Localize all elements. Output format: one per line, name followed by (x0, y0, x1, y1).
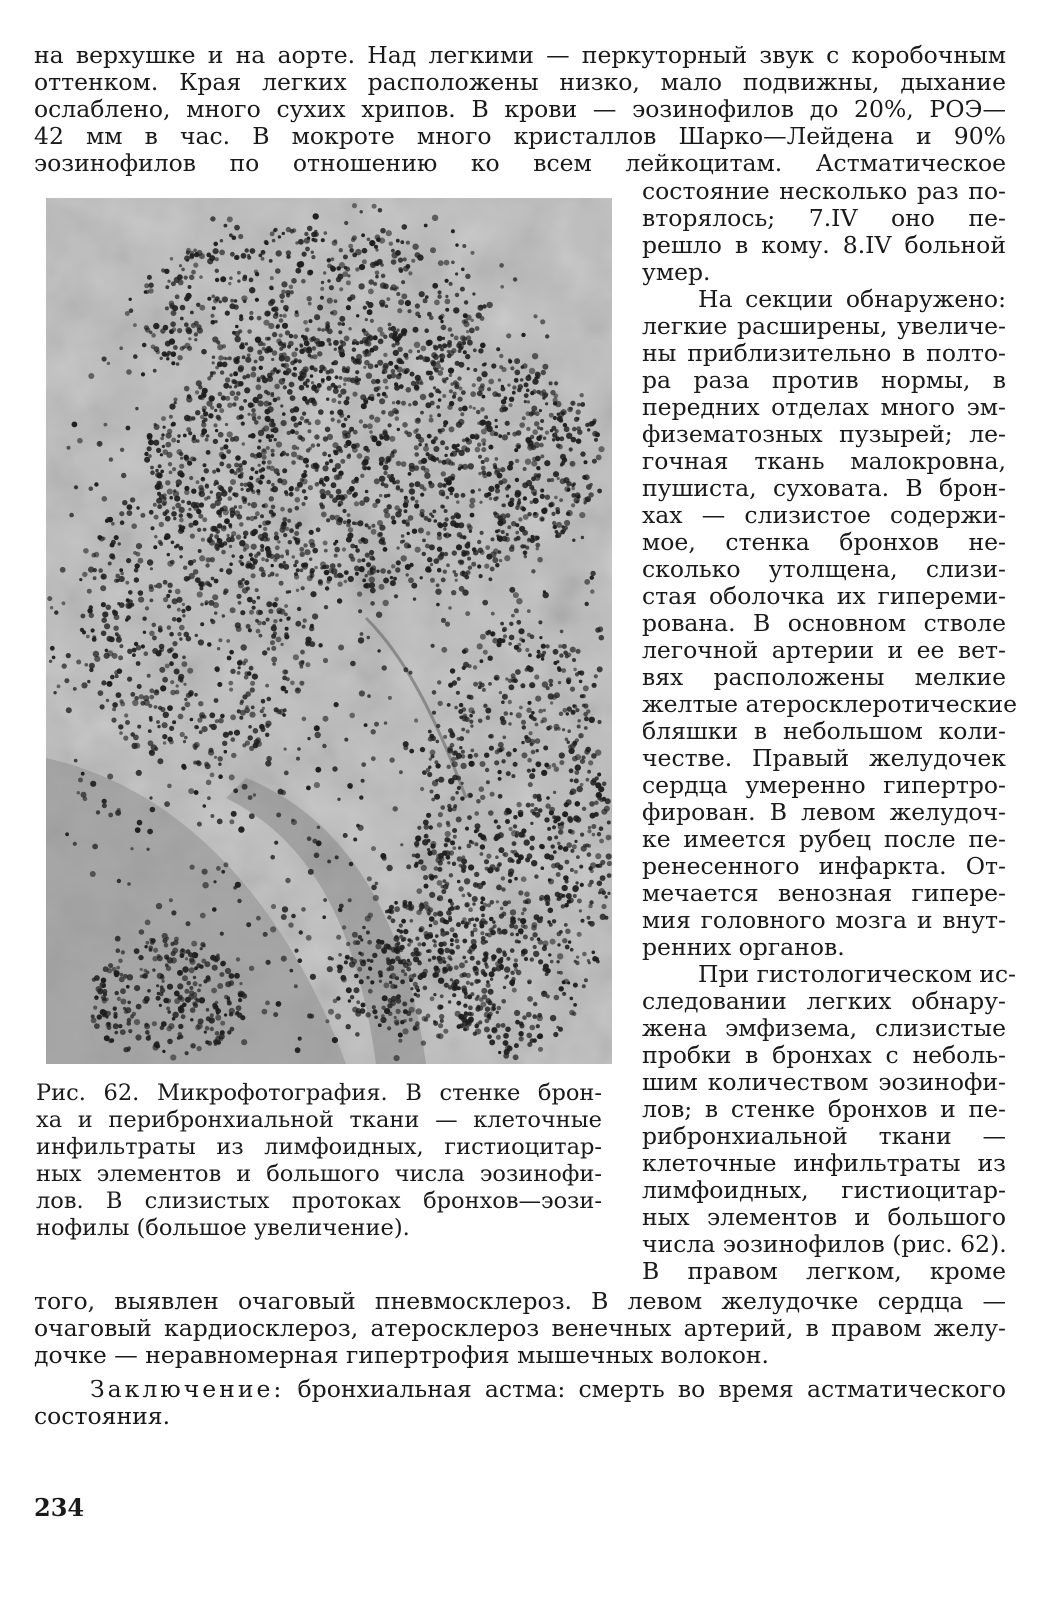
text-line: легкие расширены, увеличе- (642, 312, 1006, 340)
text-line: на верхушке и на аорте. Над легкими — перкуторный звук с коробочным (34, 41, 1006, 69)
text-line: умер. (642, 258, 711, 286)
text-line: дочке — неравномерная гипертрофия мышечных волокон. (34, 1341, 769, 1369)
text-line: лов; в стенке бронхов и пе- (642, 1095, 1006, 1123)
text-line: сердца умеренно гипертро- (642, 771, 1006, 799)
text-line: состояние несколько раз по- (642, 177, 1006, 205)
text-line: легочной артерии и ее вет- (642, 636, 1006, 664)
text-line: мия головного мозга и внут- (642, 906, 1006, 934)
text-line: ренесенного инфаркта. От- (642, 852, 1006, 880)
text-line: В правом легком, кроме (642, 1257, 1006, 1285)
text-line: На секции обнаружено: (698, 285, 1006, 313)
text-line: желтые атеросклеротические (642, 690, 1018, 718)
text-line: При гистологическом ис- (698, 960, 1016, 988)
text-line: клеточные инфильтраты из (642, 1149, 1006, 1177)
conclusion-label: Заключение: (90, 1375, 285, 1403)
micrograph-image (46, 198, 612, 1064)
text-line: ке имеется рубец после пе- (642, 825, 1006, 853)
text-line: рибронхиальной ткани — (642, 1122, 1006, 1150)
caption-line: ных элементов и большого числа эозинофи- (36, 1161, 602, 1187)
text-line: сколько утолщена, слизи- (642, 555, 1006, 583)
text-line: мое, стенка бронхов не- (642, 528, 1006, 556)
text-line: стая оболочка их гипереми- (642, 582, 1006, 610)
text-line: 42 мм в час. В мокроте много кристаллов Шарко—Лейдена и 90% (34, 122, 1006, 150)
text-line: шим количеством эозинофи- (642, 1068, 1006, 1096)
text-line: ренних органов. (642, 933, 845, 961)
conclusion-line (90, 1376, 1006, 1403)
text-line: ра раза против нормы, в (642, 366, 1006, 394)
text-line: того, выявлен очаговый пневмосклероз. В левом желудочке сердца — (34, 1287, 1006, 1315)
text-line: рована. В основном стволе (642, 609, 1006, 637)
text-line: пушиста, суховата. В брон- (642, 474, 1006, 502)
text-line: передних отделах много эм- (642, 393, 1006, 421)
caption-line: лов. В слизистых протоках бронхов—эози- (36, 1188, 602, 1214)
text-line: гочная ткань малокровна, (642, 447, 1006, 475)
conclusion-text: бронхиальная астма: смерть во время астматического (284, 1375, 1006, 1403)
caption-line: нофилы (большое увеличение). (36, 1215, 410, 1241)
text-line: бляшки в небольшом коли- (642, 717, 1006, 745)
text-line: физематозных пузырей; ле- (642, 420, 1006, 448)
text-line: ны приблизительно в полто- (642, 339, 1006, 367)
text-line: очаговый кардиосклероз, атеросклероз венечных артерий, в правом желу- (34, 1314, 1006, 1342)
text-line: хах — слизистое содержи- (642, 501, 1006, 529)
text-line: ных элементов и большого (642, 1203, 1006, 1231)
text-line: фирован. В левом желудоч- (642, 798, 1006, 826)
page-number: 234 (34, 1493, 85, 1522)
text-line: числа эозинофилов (рис. 62). (642, 1230, 1007, 1258)
caption-line: инфильтраты из лимфоидных, гистиоцитар- (36, 1134, 602, 1160)
text-line: честве. Правый желудочек (642, 744, 1006, 772)
text-line: эозинофилов по отношению ко всем лейкоцитам. Астматическое (34, 149, 1006, 177)
caption-line: Рис. 62. Микрофотография. В стенке брон- (36, 1080, 602, 1106)
text-line: решло в кому. 8.IV больной (642, 231, 1006, 259)
text-line: вторялось; 7.IV оно пе- (642, 204, 1006, 232)
text-line: лимфоидных, гистиоцитар- (642, 1176, 1006, 1204)
conclusion-continuation: состояния. (34, 1402, 171, 1430)
micrograph-figure (46, 198, 612, 1064)
text-line: следовании легких обнару- (642, 987, 1006, 1015)
text-line: вях расположены мелкие (642, 663, 1006, 691)
text-line: мечается венозная гипере- (642, 879, 1006, 907)
caption-line: ха и перибронхиальной ткани — клеточные (36, 1107, 602, 1133)
text-line: жена эмфизема, слизистые (642, 1014, 1006, 1042)
text-line: оттенком. Края легких расположены низко, мало подвижны, дыхание (34, 68, 1006, 96)
text-line: ослаблено, много сухих хрипов. В крови — эозинофилов до 20%, РОЭ— (34, 95, 1006, 123)
text-line: пробки в бронхах с неболь- (642, 1041, 1006, 1069)
